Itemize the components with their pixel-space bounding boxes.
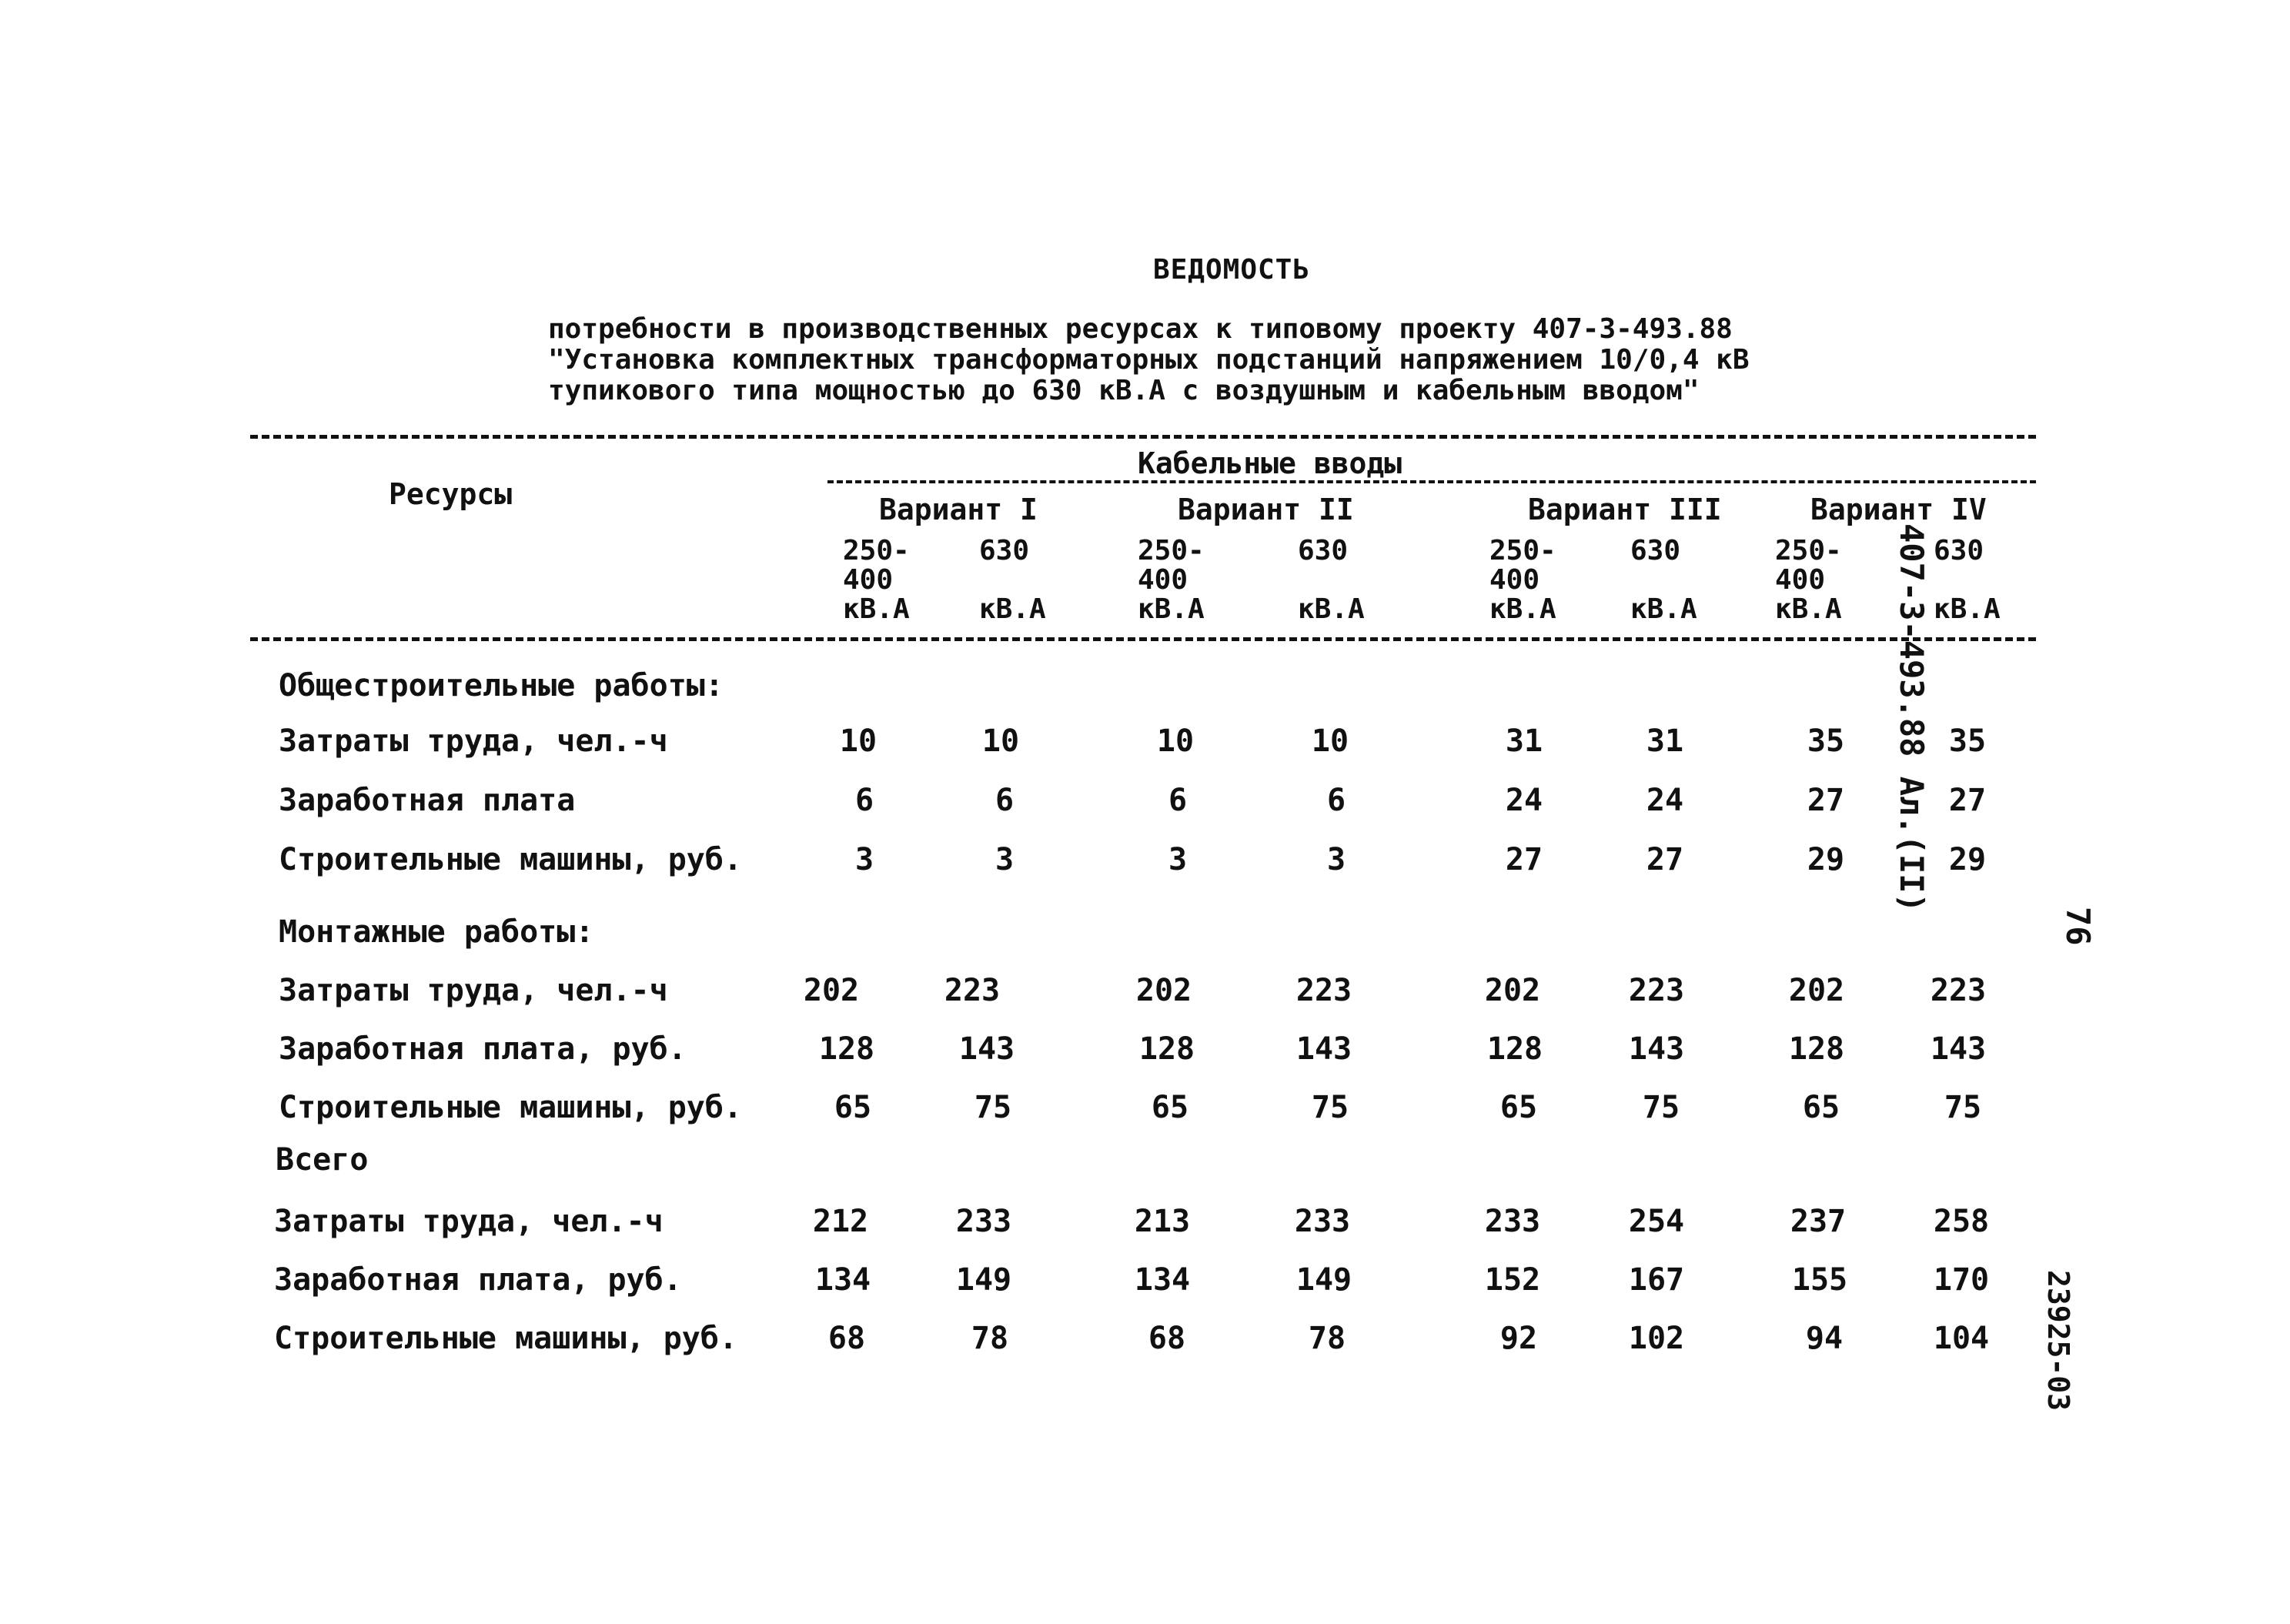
table-cell: 29 <box>1948 842 1987 877</box>
power-header: 630 кВ.А <box>1630 535 1697 625</box>
table-cell: 254 <box>1628 1204 1685 1239</box>
table-cell: 149 <box>955 1262 1012 1298</box>
table-row <box>0 1204 2290 1242</box>
table-cell: 6 <box>995 783 1015 818</box>
resource-column-header: Ресурсы <box>389 477 513 511</box>
table-cell: 128 <box>1138 1031 1195 1067</box>
table-cell: 258 <box>1933 1204 1990 1239</box>
table-cell: 75 <box>974 1090 1012 1125</box>
table-cell: 134 <box>1134 1262 1191 1298</box>
table-cell: 35 <box>1948 723 1987 759</box>
row-label: Строительные машины, руб. <box>274 1321 738 1356</box>
table-cell: 155 <box>1791 1262 1848 1298</box>
table-row <box>0 1090 2290 1128</box>
table-cell: 24 <box>1646 783 1684 818</box>
stamp-number: 23925-03 <box>2041 1270 2075 1412</box>
table-row <box>0 783 2290 821</box>
table-cell: 102 <box>1628 1321 1685 1356</box>
power-header: 250- 400 кВ.А <box>1775 535 1842 625</box>
power-header: 250- 400 кВ.А <box>1138 535 1205 625</box>
table-cell: 6 <box>1168 783 1188 818</box>
table-cell: 68 <box>827 1321 866 1356</box>
table-cell: 143 <box>1930 1031 1987 1067</box>
table-cell: 202 <box>1135 973 1192 1008</box>
table-row <box>0 1321 2290 1359</box>
side-document-code: 407-3-493.88 Ал.(II) <box>1893 523 1931 913</box>
power-header: 250- 400 кВ.А <box>843 535 910 625</box>
table-cell: 65 <box>834 1090 872 1125</box>
table-cell: 31 <box>1505 723 1543 759</box>
table-cell: 223 <box>1930 973 1987 1008</box>
variant-header-4: Вариант IV <box>1810 493 1987 526</box>
table-cell: 143 <box>1628 1031 1685 1067</box>
table-cell: 223 <box>944 973 1001 1008</box>
table-cell: 94 <box>1805 1321 1844 1356</box>
table-cell: 75 <box>1944 1090 1982 1125</box>
table-cell: 10 <box>1311 723 1349 759</box>
table-cell: 149 <box>1295 1262 1352 1298</box>
power-header: 250- 400 кВ.А <box>1489 535 1556 625</box>
table-cell: 152 <box>1484 1262 1541 1298</box>
subtitle-line-1: потребности в производственных ресурсах к типовому проекту 407-3-493.88 <box>548 313 1733 345</box>
table-row <box>0 723 2290 762</box>
table-cell: 75 <box>1642 1090 1680 1125</box>
table-cell: 128 <box>1788 1031 1845 1067</box>
row-label: Заработная плата, руб. <box>274 1262 682 1298</box>
row-label: Затраты труда, чел.-ч <box>279 723 668 759</box>
table-cell: 223 <box>1628 973 1685 1008</box>
table-top-rule <box>250 435 2036 439</box>
group-header-rule <box>827 480 2036 483</box>
table-cell: 202 <box>1788 973 1845 1008</box>
row-label: Затраты труда, чел.-ч <box>274 1204 664 1239</box>
section-title: Общестроительные работы: <box>279 668 724 703</box>
power-header: 630 кВ.А <box>979 535 1046 625</box>
table-cell: 3 <box>1326 842 1346 877</box>
row-label: Заработная плата <box>279 783 576 818</box>
table-row <box>0 1262 2290 1301</box>
table-row <box>0 1031 2290 1070</box>
table-cell: 78 <box>971 1321 1009 1356</box>
table-cell: 128 <box>818 1031 875 1067</box>
table-cell: 128 <box>1486 1031 1543 1067</box>
table-cell: 6 <box>1326 783 1346 818</box>
row-label: Строительные машины, руб. <box>279 842 743 877</box>
table-cell: 10 <box>1156 723 1195 759</box>
table-cell: 202 <box>1484 973 1541 1008</box>
table-cell: 233 <box>1294 1204 1351 1239</box>
table-cell: 233 <box>1484 1204 1541 1239</box>
variant-header-3: Вариант III <box>1528 493 1722 526</box>
page-number: 76 <box>2059 907 2097 946</box>
table-cell: 202 <box>803 973 860 1008</box>
table-cell: 212 <box>812 1204 869 1239</box>
table-cell: 35 <box>1807 723 1845 759</box>
table-cell: 29 <box>1807 842 1845 877</box>
section-title: Всего <box>276 1142 369 1178</box>
table-cell: 65 <box>1499 1090 1538 1125</box>
document-title: ВЕДОМОСТЬ <box>1152 254 1311 286</box>
variant-header-2: Вариант II <box>1178 493 1354 526</box>
table-cell: 3 <box>1168 842 1188 877</box>
row-label: Затраты труда, чел.-ч <box>279 973 668 1008</box>
row-label: Строительные машины, руб. <box>279 1090 743 1125</box>
table-cell: 143 <box>958 1031 1015 1067</box>
power-header: 630 кВ.А <box>1934 535 2001 625</box>
table-cell: 92 <box>1499 1321 1538 1356</box>
table-row <box>0 973 2290 1011</box>
table-cell: 68 <box>1148 1321 1186 1356</box>
subtitle-line-3: тупикового типа мощностью до 630 кВ.А с воздушным и кабельным вводом" <box>548 375 1700 406</box>
variant-header-1: Вариант I <box>879 493 1038 526</box>
table-cell: 213 <box>1134 1204 1191 1239</box>
table-cell: 3 <box>854 842 874 877</box>
table-cell: 6 <box>854 783 874 818</box>
table-cell: 27 <box>1948 783 1987 818</box>
table-cell: 78 <box>1308 1321 1346 1356</box>
table-cell: 104 <box>1933 1321 1990 1356</box>
table-cell: 27 <box>1505 842 1543 877</box>
table-cell: 75 <box>1311 1090 1349 1125</box>
row-label: Заработная плата, руб. <box>279 1031 687 1067</box>
table-cell: 233 <box>955 1204 1012 1239</box>
table-cell: 27 <box>1646 842 1684 877</box>
header-bottom-rule <box>250 637 2036 641</box>
table-cell: 223 <box>1295 973 1352 1008</box>
table-cell: 27 <box>1807 783 1845 818</box>
table-cell: 10 <box>981 723 1020 759</box>
section-title: Монтажные работы: <box>279 914 594 950</box>
table-cell: 237 <box>1790 1204 1847 1239</box>
table-cell: 167 <box>1628 1262 1685 1298</box>
table-cell: 170 <box>1933 1262 1990 1298</box>
table-cell: 10 <box>839 723 878 759</box>
power-header: 630 кВ.А <box>1298 535 1365 625</box>
table-cell: 31 <box>1646 723 1684 759</box>
table-cell: 24 <box>1505 783 1543 818</box>
subtitle-line-2: "Установка комплектных трансформаторных подстанций напряжением 10/0,4 кВ <box>548 344 1750 376</box>
table-cell: 143 <box>1295 1031 1352 1067</box>
table-row <box>0 842 2290 881</box>
table-cell: 3 <box>995 842 1015 877</box>
table-cell: 65 <box>1151 1090 1189 1125</box>
group-header: Кабельные вводы <box>1138 446 1402 480</box>
table-cell: 65 <box>1802 1090 1840 1125</box>
table-cell: 134 <box>814 1262 871 1298</box>
